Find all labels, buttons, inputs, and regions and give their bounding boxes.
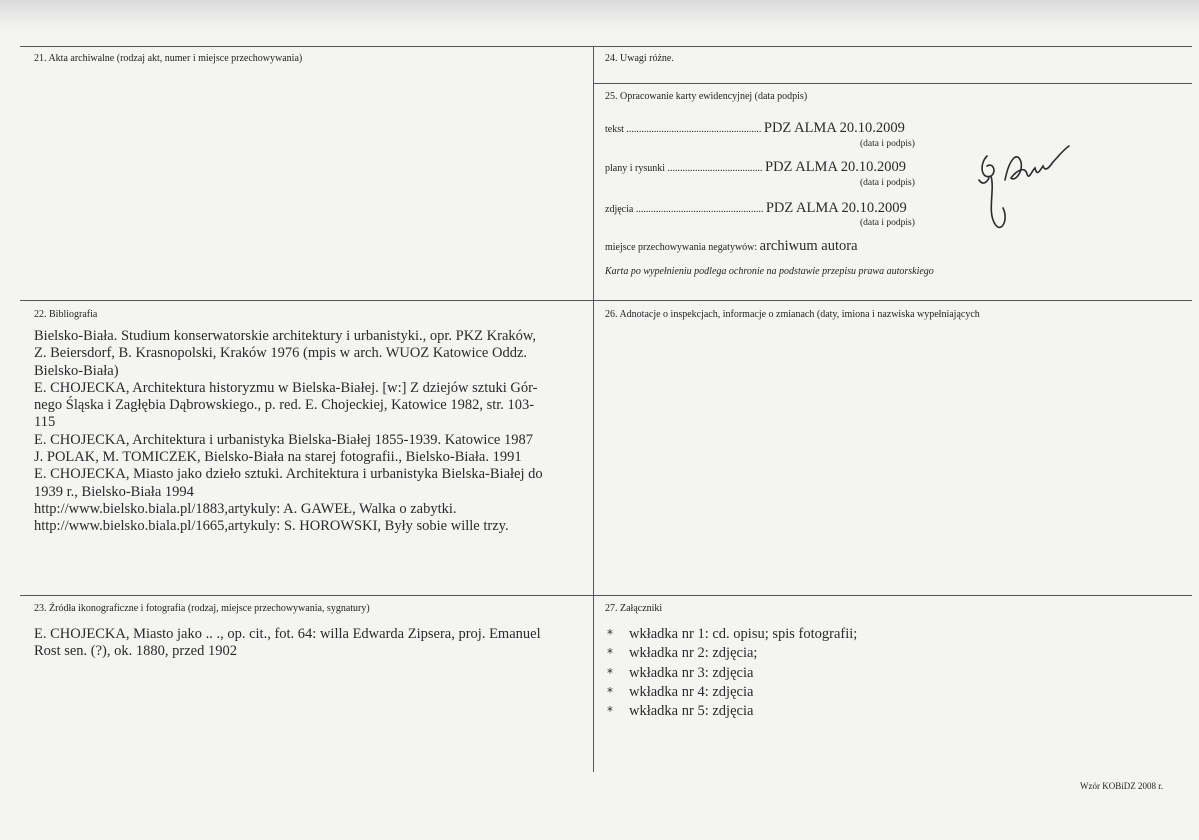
- signoff-row-dots: ......................................................: [626, 124, 762, 135]
- section-25-label: 25. Opracowanie karty ewidencyjnej (data podpis): [605, 91, 808, 102]
- divider-24-25: [593, 83, 1192, 84]
- bibliography-list: [34, 328, 543, 536]
- signoff-row-note: (data i podpis): [860, 178, 915, 188]
- signoff-row-photos: [605, 200, 907, 217]
- bibliography-line: http://www.bielsko.biala.pl/1665,artykuly: S. HOROWSKI, Były sobie wille trzy.: [34, 518, 509, 535]
- attachment-item: * wkładka nr 5: zdjęcia: [607, 702, 857, 721]
- signoff-row-text: [605, 120, 905, 137]
- attachment-item: * wkładka nr 3: zdjęcia: [607, 664, 857, 683]
- bibliography-line: E. CHOJECKA, Architektura i urbanistyka Bielska-Białej 1855-1939. Katowice 1987: [34, 431, 533, 448]
- signoff-row-dots: ...................................................: [635, 204, 764, 215]
- divider-row1-row2: [20, 300, 1192, 301]
- signoff-row-value: PDZ ALMA 20.10.2009: [763, 120, 905, 136]
- handwritten-signature: [965, 120, 1075, 240]
- bibliography-line: Bielsko-Biała. Studium konserwatorskie architektury i urbanistyki., opr. PKZ Kraków,: [34, 328, 537, 344]
- bullet-icon: *: [607, 627, 613, 641]
- bibliography-line: nego Śląska i Zagłębia Dąbrowskiego., p. red. E. Chojeckiej, Katowice 1982, str. 103-: [34, 397, 535, 414]
- bibliography-line: E. CHOJECKA, Architektura historyzmu w Bielska-Białej. [w:] Z dziejów sztuki Gór-: [34, 379, 538, 396]
- attachment-item: * wkładka nr 4: zdjęcia: [607, 683, 857, 702]
- negatives-value: archiwum autora: [759, 238, 858, 254]
- divider-row2-row3: [20, 595, 1192, 596]
- negatives-location: [605, 238, 858, 255]
- bibliography-line: E. CHOJECKA, Miasto jako dzieło sztuki. Architektura i urbanistyka Bielska-Białej do: [34, 466, 543, 483]
- form-top-border: [20, 46, 1192, 47]
- section-22-label: 22. Bibliografia: [34, 309, 98, 320]
- negatives-label: miejsce przechowywania negatywów:: [605, 242, 758, 253]
- section-26-label: 26. Adnotacje o inspekcjach, informacje o zmianach (daty, imiona i nazwiska wypełniających: [605, 309, 980, 320]
- signoff-row-value: PDZ ALMA 20.10.2009: [765, 200, 907, 216]
- bullet-icon: *: [607, 704, 613, 719]
- bibliography-line: Z. Beiersdorf, B. Krasnopolski, Kraków 1976 (mpis w arch. WUOZ Katowice Oddz.: [34, 345, 528, 362]
- signoff-row-note: (data i podpis): [860, 139, 915, 149]
- iconography-list: [34, 626, 541, 661]
- signoff-row-name: tekst: [605, 124, 624, 135]
- signoff-row-name: zdjęcia: [605, 204, 634, 215]
- attachments-list: [607, 625, 857, 721]
- bibliography-line: Bielsko-Biała): [34, 362, 119, 379]
- section-27-label: 27. Załączniki: [605, 603, 663, 614]
- attachment-item: * wkładka nr 1: cd. opisu; spis fotografii;: [607, 625, 857, 644]
- bibliography-line: http://www.bielsko.biala.pl/1883,artykuly: A. GAWEŁ, Walka o zabytki.: [34, 500, 457, 517]
- signoff-row-dots: ......................................: [667, 163, 763, 174]
- section-23-label: 23. Źródła ikonograficzne i fotografia (rodzaj, miejsce przechowywania, sygnatury): [34, 603, 370, 614]
- bullet-icon: *: [607, 646, 613, 661]
- bullet-icon: *: [607, 684, 613, 699]
- section-24-label: 24. Uwagi różne.: [605, 53, 674, 64]
- bibliography-line: 115: [34, 414, 56, 431]
- signoff-row-plans: [605, 159, 906, 176]
- iconography-line: Rost sen. (?), ok. 1880, przed 1902: [34, 643, 237, 660]
- signoff-row-value: PDZ ALMA 20.10.2009: [765, 159, 906, 175]
- attachment-item: * wkładka nr 2: zdjęcia;: [607, 644, 857, 663]
- scan-edge-shade: [0, 0, 1199, 30]
- bibliography-line: J. POLAK, M. TOMICZEK, Bielsko-Biała na starej fotografii., Bielsko-Biała. 1991: [34, 449, 522, 466]
- signoff-row-name: plany i rysunki: [605, 163, 665, 174]
- copyright-note: Karta po wypełnieniu podlega ochronie na podstawie przepisu prawa autorskiego: [605, 266, 934, 277]
- iconography-line: E. CHOJECKA, Miasto jako .. ., op. cit., fot. 64: willa Edwarda Zipsera, proj. Emanuel: [34, 626, 541, 642]
- column-divider: [593, 46, 594, 772]
- signoff-row-note: (data i podpis): [860, 218, 915, 228]
- bibliography-line: 1939 r., Bielsko-Biała 1994: [34, 483, 194, 500]
- section-21-label: 21. Akta archiwalne (rodzaj akt, numer i miejsce przechowywania): [34, 53, 303, 64]
- form-template-footer: Wzór KOBiDZ 2008 r.: [1080, 781, 1163, 791]
- bullet-icon: *: [607, 665, 613, 680]
